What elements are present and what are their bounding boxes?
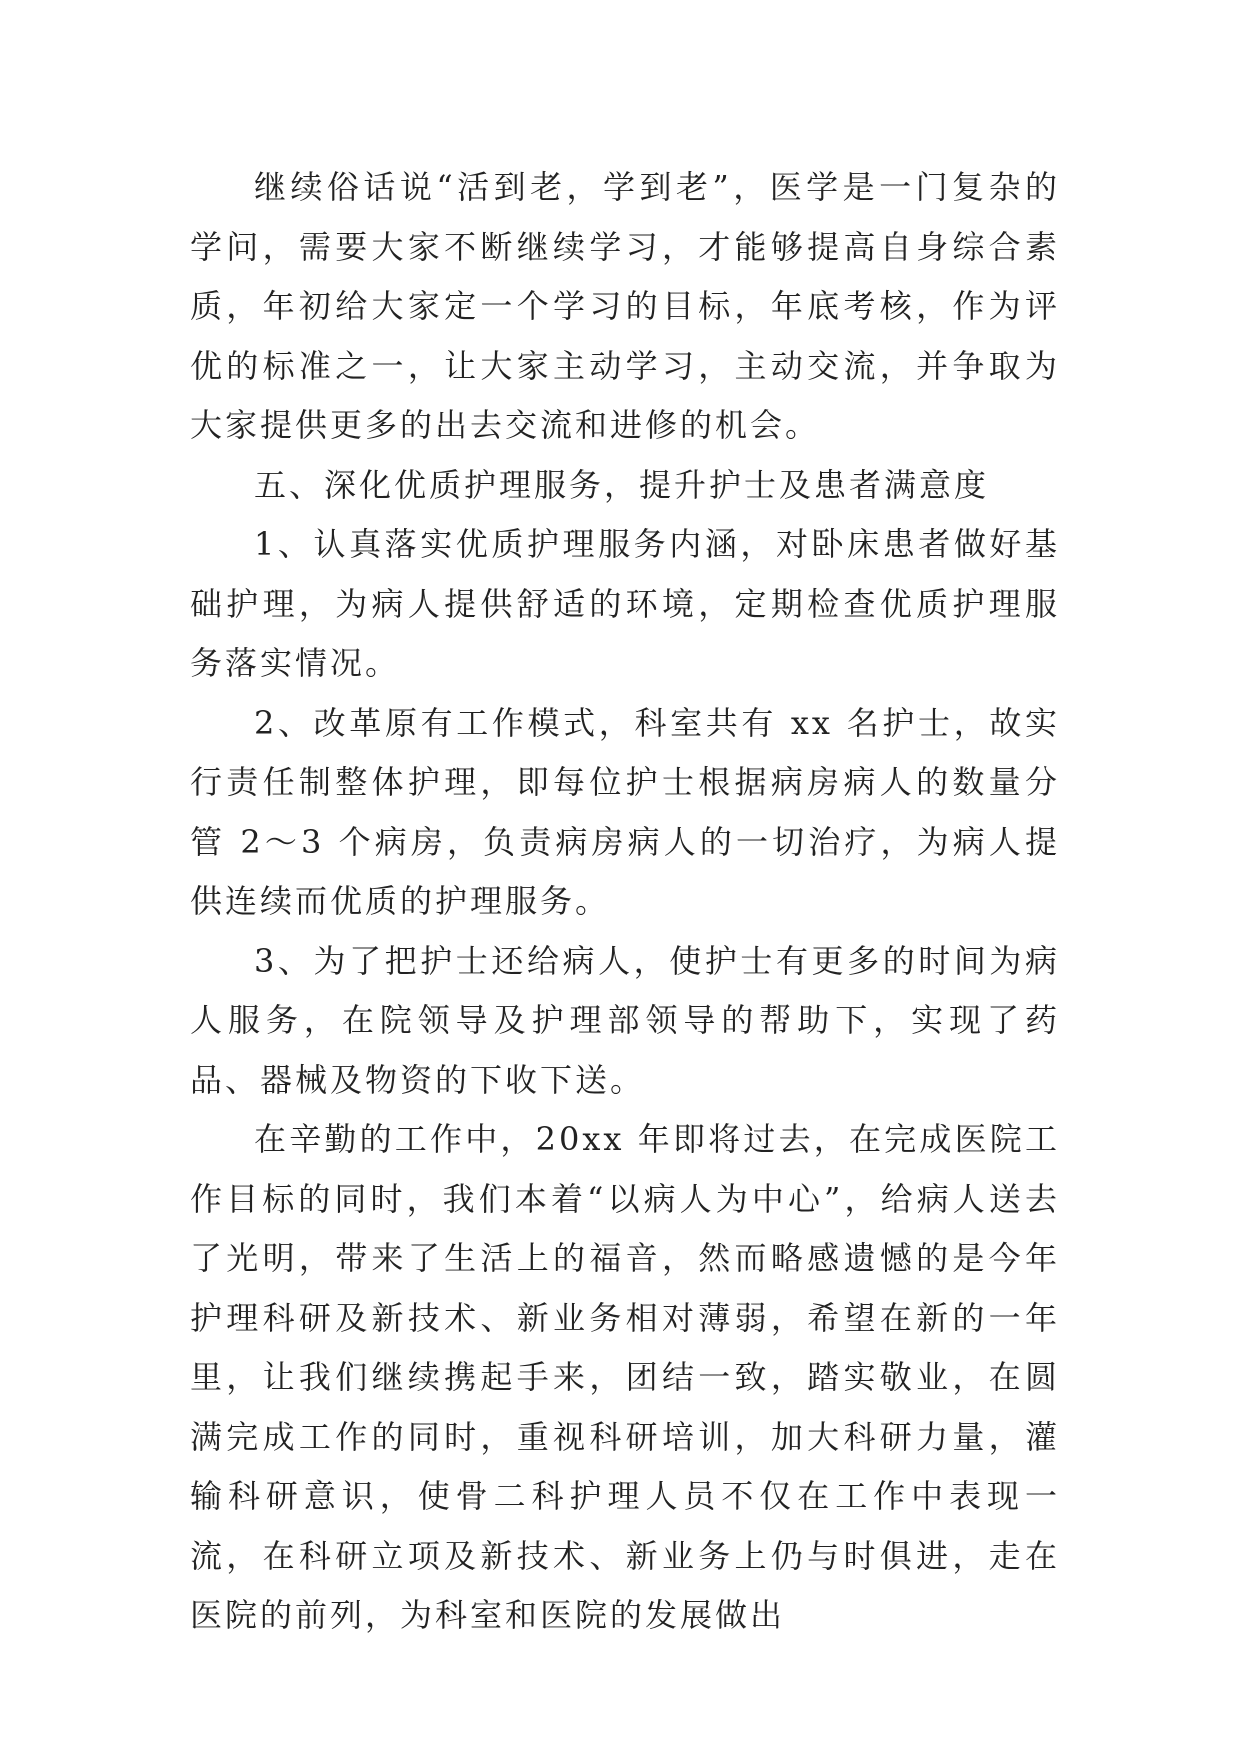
paragraph-summary: 在辛勤的工作中，20xx 年即将过去，在完成医院工作目标的同时，我们本着“以病人为中心”，给病人送去了光明，带来了生活上的福音，然而略感遗憾的是今年护理科研及新技术、新业务相对薄弱，希望在新的一年里，让我们继续携起手来，团结一致，踏实敬业，在圆满完成工作的同时，重视科研培训，加大科研力量，灌输科研意识，使骨二科护理人员不仅在工作中表现一流，在科研立项及新技术、新业务上仍与时俱进，走在医院的前列，为科室和医院的发展做出	[190, 1120, 1060, 1634]
paragraph-item-2: 2、改革原有工作模式，科室共有 xx 名护士，故实行责任制整体护理，即每位护士根据病房病人的数量分管 2～3 个病房，负责病房病人的一切治疗，为病人提供连续而优质的护理服务。	[190, 703, 1060, 920]
section-heading-quality-nursing: 五、深化优质护理服务，提升护士及患者满意度	[254, 465, 990, 504]
paragraph-item-1: 1、认真落实优质护理服务内涵，对卧床患者做好基础护理，为病人提供舒适的环境，定期检查优质护理服务落实情况。	[190, 525, 1060, 682]
paragraph-continuing-education: 继续俗话说“活到老，学到老”，医学是一门复杂的学问，需要大家不断继续学习，才能够提高自身综合素质，年初给大家定一个学习的目标，年底考核，作为评优的标准之一，让大家主动学习，主动交流，并争取为大家提供更多的出去交流和进修的机会。	[190, 168, 1060, 444]
document-body	[190, 158, 1060, 1646]
paragraph-item-3: 3、为了把护士还给病人，使护士有更多的时间为病人服务，在院领导及护理部领导的帮助下，实现了药品、器械及物资的下收下送。	[190, 941, 1060, 1099]
